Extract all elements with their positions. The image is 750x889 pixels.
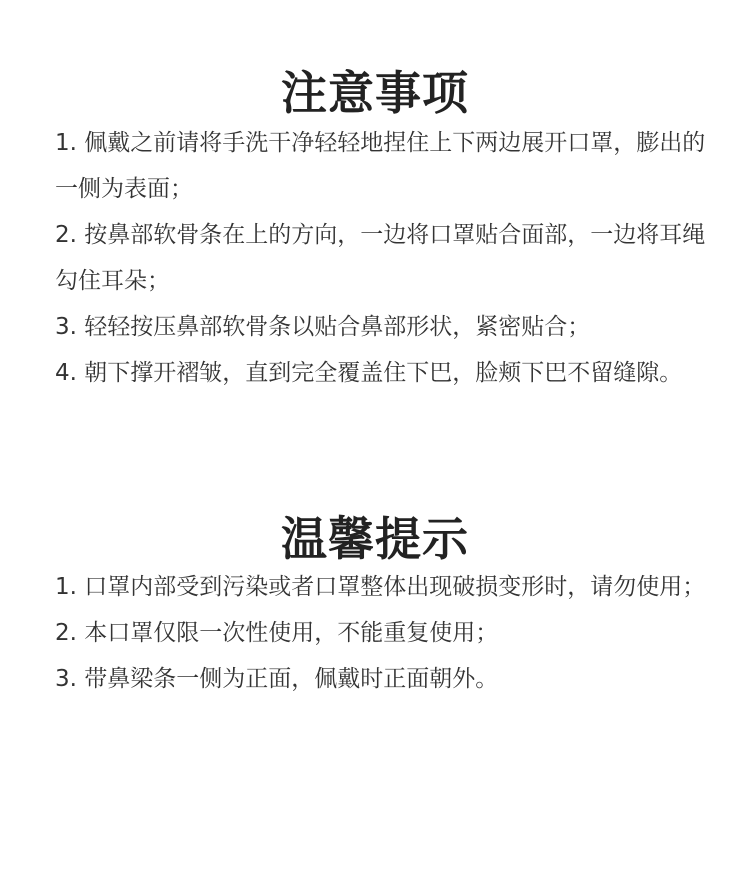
notes-item: 2. 按鼻部软骨条在上的方向，一边将口罩贴合面部，一边将耳绳勾住耳朵； [55,222,706,294]
notes-item: 4. 朝下撑开褶皱，直到完全覆盖住下巴，脸颊下巴不留缝隙。 [55,360,683,386]
notes-item: 1. 佩戴之前请将手洗干净轻轻地捏住上下两边展开口罩，膨出的一侧为表面； [55,130,706,202]
tips-item: 2. 本口罩仅限一次性使用，不能重复使用； [55,620,499,646]
tips-item: 1. 口罩内部受到污染或者口罩整体出现破损变形时，请勿使用； [55,574,706,600]
tips-item: 3. 带鼻梁条一侧为正面，佩戴时正面朝外。 [55,666,499,692]
notes-item: 3. 轻轻按压鼻部软骨条以贴合鼻部形状，紧密贴合； [55,314,591,340]
notes-list [55,120,715,396]
tips-title: 温馨提示 [281,511,469,566]
tips-list [55,564,715,702]
notes-title: 注意事项 [281,65,469,120]
